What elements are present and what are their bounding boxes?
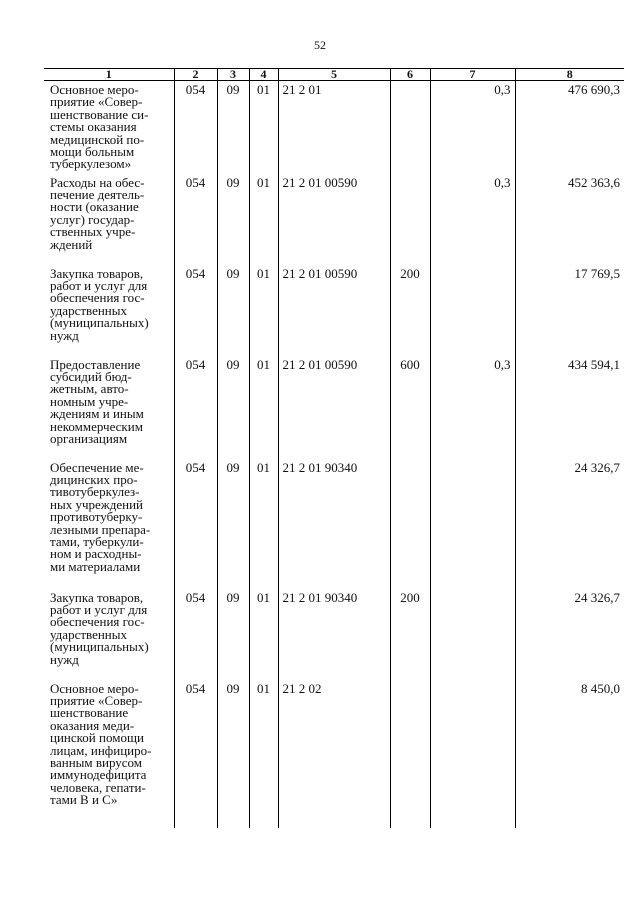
ministry-code-cell: 054 [174, 174, 217, 265]
expense-type-cell: 200 [390, 589, 430, 680]
item-name-line: ждений [50, 236, 93, 252]
item-name-line: Закупка товаров, [50, 589, 144, 605]
expense-type-cell [390, 81, 430, 174]
target-article-cell: 21 2 01 00590 [278, 265, 390, 356]
item-name-line: шенствование [50, 705, 129, 721]
item-name-line: ждениям и иным [50, 406, 144, 422]
item-name-line: ударственных [50, 302, 127, 318]
item-name-cell [44, 459, 174, 589]
item-name-line: Основное меро- [50, 680, 139, 696]
item-name-line: Предоставление [50, 356, 141, 372]
column-header: 6 [390, 69, 430, 81]
item-name-line: ном и расходны- [50, 546, 142, 562]
item-name-line: Закупка товаров, [50, 265, 144, 281]
table-row [44, 356, 624, 459]
ministry-code-cell: 054 [174, 680, 217, 828]
item-name-line: Расходы на обес- [50, 174, 145, 190]
item-name-cell [44, 265, 174, 356]
item-name-line: мощи больным [50, 144, 135, 160]
item-name-line: туберкулезом» [50, 156, 132, 172]
target-article-cell: 21 2 01 90340 [278, 459, 390, 589]
item-name-line: нужд [50, 651, 79, 667]
column-header: 8 [515, 69, 624, 81]
amount-cell: 24 326,7 [515, 589, 624, 680]
column-header: 1 [44, 69, 174, 81]
section-code-cell: 09 [217, 81, 249, 174]
item-name-line: нужд [50, 327, 79, 343]
item-name-line: оказания меди- [50, 717, 135, 733]
column-7-value-cell: 0,3 [430, 81, 515, 174]
subsection-code-cell: 01 [249, 81, 278, 174]
ministry-code-cell: 054 [174, 356, 217, 459]
item-name-cell [44, 81, 174, 174]
item-name-line: жетным, авто- [50, 381, 129, 397]
item-name-line: печение деятель- [50, 186, 145, 202]
table-row [44, 459, 624, 589]
budget-table [44, 68, 624, 828]
column-header: 5 [278, 69, 390, 81]
section-code-cell: 09 [217, 589, 249, 680]
item-name-line: ударственных [50, 626, 127, 642]
column-header: 3 [217, 69, 249, 81]
page-number: 52 [314, 38, 326, 52]
target-article-cell: 21 2 02 [278, 680, 390, 828]
section-code-cell: 09 [217, 174, 249, 265]
item-name-line: (муниципальных) [50, 639, 149, 655]
item-name-line: ванным вирусом [50, 754, 143, 770]
expense-type-cell: 600 [390, 356, 430, 459]
table-row [44, 589, 624, 680]
item-name-line: дицинских про- [50, 471, 138, 487]
item-name-line: Обеспечение ме- [50, 459, 144, 475]
item-name-line: тами, туберкули- [50, 533, 144, 549]
amount-cell: 476 690,3 [515, 81, 624, 174]
column-7-value-cell [430, 265, 515, 356]
target-article-cell: 21 2 01 90340 [278, 589, 390, 680]
item-name-line: некоммерческим [50, 418, 143, 434]
item-name-line: человека, гепати- [50, 779, 146, 795]
item-name-line: работ и услуг для [50, 277, 148, 293]
target-article-cell: 21 2 01 00590 [278, 356, 390, 459]
table-row [44, 265, 624, 356]
table-header-row [44, 69, 624, 81]
column-header: 4 [249, 69, 278, 81]
item-name-line: Основное меро- [50, 82, 139, 97]
item-name-line: приятие «Совер- [50, 94, 143, 110]
column-7-value-cell [430, 589, 515, 680]
item-name-line: ных учреждений [50, 496, 143, 512]
table-row [44, 174, 624, 265]
item-name-line: организациям [50, 430, 128, 446]
table-row [44, 81, 624, 174]
item-name-line: приятие «Совер- [50, 692, 143, 708]
column-7-value-cell: 0,3 [430, 174, 515, 265]
amount-cell: 434 594,1 [515, 356, 624, 459]
item-name-line: (муниципальных) [50, 315, 149, 331]
item-name-line: тивотуберкулез- [50, 484, 140, 500]
ministry-code-cell: 054 [174, 589, 217, 680]
expense-type-cell [390, 459, 430, 589]
item-name-line: услуг) государ- [50, 211, 135, 227]
item-name-line: ми материалами [50, 558, 141, 574]
target-article-cell: 21 2 01 00590 [278, 174, 390, 265]
subsection-code-cell: 01 [249, 174, 278, 265]
expense-type-cell [390, 680, 430, 828]
amount-cell: 17 769,5 [515, 265, 624, 356]
section-code-cell: 09 [217, 356, 249, 459]
section-code-cell: 09 [217, 459, 249, 589]
expense-type-cell: 200 [390, 265, 430, 356]
amount-cell: 24 326,7 [515, 459, 624, 589]
section-code-cell: 09 [217, 265, 249, 356]
item-name-line: медицинской по- [50, 131, 145, 147]
item-name-line: субсидий бюд- [50, 368, 132, 384]
item-name-line: иммунодефицита [50, 767, 147, 783]
amount-cell: 8 450,0 [515, 680, 624, 828]
column-7-value-cell [430, 680, 515, 828]
expense-type-cell [390, 174, 430, 265]
ministry-code-cell: 054 [174, 81, 217, 174]
item-name-cell [44, 680, 174, 828]
item-name-line: стемы оказания [50, 119, 137, 135]
item-name-line: ности (оказание [50, 199, 139, 215]
table-row [44, 680, 624, 828]
amount-cell: 452 363,6 [515, 174, 624, 265]
item-name-cell [44, 589, 174, 680]
item-name-line: тами В и С» [50, 792, 118, 808]
ministry-code-cell: 054 [174, 265, 217, 356]
item-name-line: шенствование си- [50, 106, 149, 122]
target-article-cell: 21 2 01 [278, 81, 390, 174]
column-7-value-cell [430, 459, 515, 589]
item-name-line: противотуберку- [50, 509, 143, 525]
item-name-line: лицам, инфициро- [50, 742, 152, 758]
subsection-code-cell: 01 [249, 265, 278, 356]
item-name-line: обеспечения гос- [50, 290, 145, 306]
item-name-cell [44, 174, 174, 265]
column-header: 7 [430, 69, 515, 81]
column-header: 2 [174, 69, 217, 81]
section-code-cell: 09 [217, 680, 249, 828]
subsection-code-cell: 01 [249, 356, 278, 459]
item-name-line: лезными препара- [50, 521, 151, 537]
item-name-line: номным учре- [50, 393, 129, 409]
subsection-code-cell: 01 [249, 680, 278, 828]
item-name-cell [44, 356, 174, 459]
item-name-line: обеспечения гос- [50, 614, 145, 630]
item-name-line: ственных учре- [50, 224, 136, 240]
column-7-value-cell: 0,3 [430, 356, 515, 459]
subsection-code-cell: 01 [249, 459, 278, 589]
item-name-line: работ и услуг для [50, 601, 148, 617]
item-name-line: цинской помощи [50, 730, 144, 746]
subsection-code-cell: 01 [249, 589, 278, 680]
ministry-code-cell: 054 [174, 459, 217, 589]
